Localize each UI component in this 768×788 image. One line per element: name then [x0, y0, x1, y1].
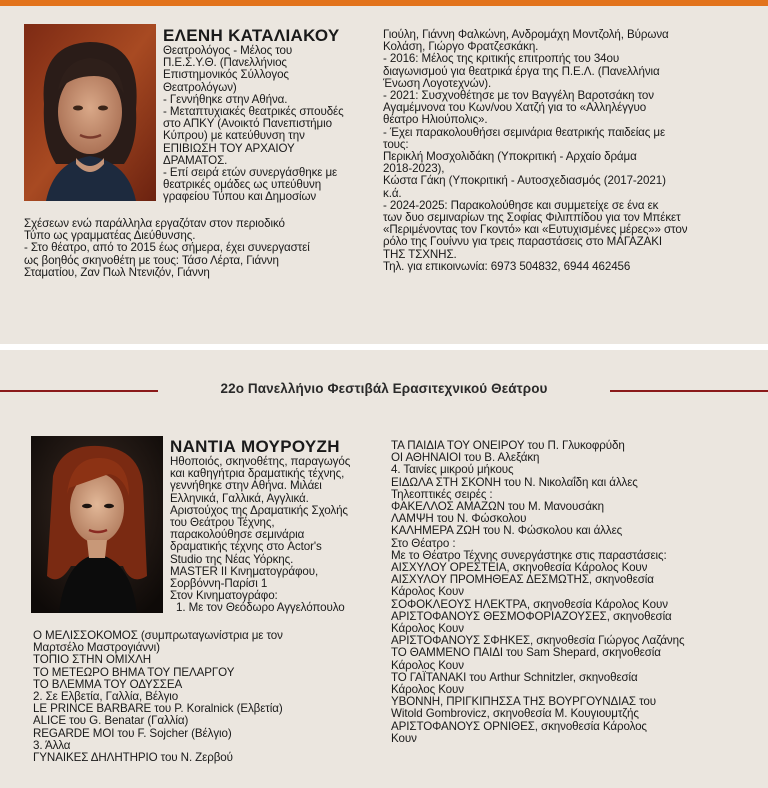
bio-line: ΥΒΟΝΝΗ, ΠΡΙΓΚΙΠΗΣΣΑ ΤΗΣ ΒΟΥΡΓΟΥΝΔΙΑΣ του	[391, 695, 657, 709]
bio-line: 2. Σε Ελβετία, Γαλλία, Βέλγιο	[33, 690, 179, 704]
bio-line: Αγαμέμνονα του Κων/νου Χατζή για το «Αλληλέγγυο	[383, 101, 647, 115]
eleni-bio-bottom	[24, 218, 310, 279]
bio-line: Τύπο ως γραμματέας Διεύθυνσης.	[24, 229, 196, 243]
bio-line: Ο ΜΕΛΙΣΣΟΚΟΜΟΣ (συμπρωταγωνίστρια με τον	[33, 629, 283, 642]
bio-line: Ηθοποιός, σκηνοθέτης, παραγωγός	[170, 455, 351, 468]
bio-line: ΤΗΣ ΤΣΧΝΗΣ.	[383, 247, 457, 261]
bio-line: Τηλεοπτικές σειρές :	[391, 487, 493, 501]
bio-line: ΤΟ ΜΕΤΕΩΡΟ ΒΗΜΑ ΤΟΥ ΠΕΛΑΡΓΟΥ	[33, 665, 235, 679]
bio-line: - 2016: Μέλος της κριτικής επιτροπής του 34ου	[383, 52, 620, 66]
bio-line: ΤΑ ΠΑΙΔΙΑ ΤΟΥ ΟΝΕΙΡΟΥ του Π. Γλυκοφρύδη	[391, 439, 625, 452]
bio-line: Ελληνικά, Γαλλικά, Αγγλικά.	[170, 491, 309, 505]
bio-line: ALICE του G. Benatar (Γαλλία)	[33, 714, 189, 728]
bio-line: Κάρολος Κουν	[391, 622, 464, 636]
nantia-portrait-photo	[31, 436, 163, 613]
bio-line: ΣΟΦΟΚΛΕΟΥΣ ΗΛΕΚΤΡΑ, σκηνοθεσία Κάρολος Κουν	[391, 597, 668, 611]
eleni-bio-column2	[383, 29, 687, 273]
bio-line: Σταματίου, Ζαν Πωλ Ντενιζόν, Γιάννη	[24, 265, 210, 279]
bio-line: ρόλο της Γουίννυ για τρεις παραστάσεις στο ΜΑΓΑΖΑΚΙ	[383, 235, 663, 249]
bio-line: Επιστημονικός Σύλλογος	[163, 68, 289, 82]
bio-line: Θεατρολόγων)	[163, 80, 237, 94]
bio-line: ΓΥΝΑΙΚΕΣ ΔΗΛΗΤΗΡΙΟ του Ν. Ζερβού	[33, 751, 233, 765]
festival-title: 22ο Πανελλήνιο Φεστιβάλ Ερασιτεχνικού Θεάτρου	[220, 381, 548, 396]
bio-line: ΤΟΠΙΟ ΣΤΗΝ ΟΜΙΧΛΗ	[33, 653, 151, 667]
eleni-name: ΕΛΕΝΗ ΚΑΤΑΛΙΑΚΟΥ	[163, 26, 340, 45]
bio-line: ΑΙΣΧΥΛΟΥ ΠΡΟΜΗΘΕΑΣ ΔΕΣΜΩΤΗΣ, σκηνοθεσία	[391, 573, 654, 587]
bio-line: 1. Με τον Θεόδωρο Αγγελόπουλο	[176, 601, 345, 615]
bio-line: και καθηγήτρια δραματικής τέχνης,	[170, 467, 345, 481]
bio-line: Witold Gombrovicz, σκηνοθεσία Μ. Κουγιουμτζής	[391, 707, 639, 721]
bio-line: Studio της Νέας Υόρκης.	[170, 552, 294, 566]
bio-line: Σορβόννη-Παρίσι 1	[170, 577, 268, 591]
bio-line: Κουν	[391, 731, 417, 745]
bio-line: Γιούλη, Γιάννη Φαλκώνη, Ανδρομάχη Μοντζολή, Βύρωνα	[383, 28, 669, 41]
bio-line: δραματικής τέχνης στο Actor's	[170, 540, 322, 554]
bio-line: ΕΠΙΒΙΩΣΗ ΤΟΥ ΑΡΧΑΙΟΥ	[163, 141, 295, 155]
bio-line: Στο Θέατρο :	[391, 536, 456, 550]
bio-line: Κύπρου) με κατεύθυνση την	[163, 129, 305, 143]
bio-line: Θεατρολόγος - Μέλος του	[163, 44, 293, 57]
bio-line: στο ΑΠΚΥ (Ανοικτό Πανεπιστήμιο	[163, 117, 332, 131]
bio-line: Ένωση Λογοτεχνών).	[383, 76, 492, 90]
bio-line: Κολάση, Γιώργο Φρατζεσκάκη.	[383, 40, 539, 54]
bio-line: Αριστούχος της Δραματικής Σχολής	[170, 503, 348, 517]
bio-line: ΛΑΜΨΗ του Ν. Φώσκολου	[391, 512, 527, 526]
bio-line: κ.ά.	[383, 186, 402, 200]
bio-line: ΤΟ ΓΑΪΤΑΝΑΚΙ του Arthur Schnitzler, σκηνοθεσία	[391, 670, 638, 684]
bio-line: - 2024-2025: Παρακολούθησε και συμμετείχε σε ένα εκ	[383, 198, 659, 212]
bio-line: «Περιμένοντας τον Γκοντό» και «Ευτυχισμένες μέρες»» στον	[383, 223, 688, 237]
bio-line: ΑΡΙΣΤΟΦΑΝΟΥΣ ΟΡΝΙΘΕΣ, σκηνοθεσία Κάρολος	[391, 719, 647, 733]
bio-line: - Γεννήθηκε στην Αθήνα.	[163, 92, 288, 106]
nantia-bio-top	[170, 438, 350, 615]
bio-line: ΔΡΑΜΑΤΟΣ.	[163, 153, 228, 167]
nantia-bio-bottom	[33, 630, 283, 764]
bio-line: ΚΑΛΗΜΕΡΑ ΖΩΗ του Ν. Φώσκολου και άλλες	[391, 524, 623, 538]
nantia-bio-column2	[391, 440, 684, 745]
bio-line: του Θεάτρου Τέχνης,	[170, 516, 275, 530]
bio-line: Κάρολος Κουν	[391, 658, 464, 672]
bio-line: - Μεταπτυχιακές θεατρικές σπουδές	[163, 105, 344, 119]
bio-line: 2018-2023),	[383, 162, 445, 176]
bio-line: Μαρτσέλο Μαστρογιάννι)	[33, 641, 160, 655]
bio-line: 4. Ταινίες μικρού μήκους	[391, 463, 514, 477]
bio-line: Στον Κινηματογράφο:	[170, 589, 278, 603]
bio-line: θεατρικές ομάδες ως υπεύθυνη	[163, 178, 322, 192]
bio-line: ΕΙΔΩΛΑ ΣΤΗ ΣΚΟΝΗ του Ν. Νικολαΐδη και άλλες	[391, 475, 638, 489]
bio-line: - Επί σειρά ετών συνεργάσθηκε με	[163, 166, 338, 180]
festival-header	[0, 380, 768, 400]
bio-line: MASTER ΙΙ Κινηματογράφου,	[170, 564, 319, 578]
bio-line: Τηλ. για επικοινωνία: 6973 504832, 6944 462456	[383, 259, 631, 273]
festival-rule-right	[610, 390, 768, 392]
bio-line: θέατρο Ηλιούπολις».	[383, 113, 488, 127]
bio-line: διαγωνισμού για θεατρικά έργα της Π.Ε.Λ. (Πανελλήνια	[383, 64, 660, 78]
bio-line: 3. Άλλα	[33, 738, 71, 752]
nantia-name: ΝΑΝΤΙΑ ΜΟΥΡΟΥΖΗ	[170, 437, 340, 456]
bio-line: LE PRINCE BARBARE του P. Koralnick (Ελβετία)	[33, 702, 283, 716]
bio-line: των δυο σεμιναρίων της Σοφίας Φιλιππίδου για τον Μπέκετ	[383, 211, 681, 225]
bio-line: ΤΟ ΒΛΕΜΜΑ ΤΟΥ ΟΔΥΣΣΕΑ	[33, 677, 183, 691]
bio-line: γραφείου Τύπου και Δημοσίων	[163, 190, 317, 204]
bio-line: Περικλή Μοσχολιδάκη (Υποκριτική - Αρχαίο δράμα	[383, 150, 637, 164]
eleni-bio-top	[163, 27, 344, 204]
bio-line: ΑΙΣΧΥΛΟΥ ΟΡΕΣΤΕΙΑ, σκηνοθεσία Κάρολος Κουν	[391, 561, 648, 575]
bio-line: Π.Ε.Σ.Υ.Θ. (Πανελλήνιος	[163, 56, 287, 70]
bio-line: Σχέσεων ενώ παράλληλα εργαζόταν στον περιοδικό	[24, 217, 285, 230]
bio-line: ΦΑΚΕΛΛΟΣ ΑΜΑΖΩΝ του Μ. Μανουσάκη	[391, 500, 604, 514]
bio-line: τους:	[383, 137, 409, 151]
bio-line: Κάρολος Κουν	[391, 683, 464, 697]
bio-line: Κώστα Γάκη (Υποκριτική - Αυτοσχεδιασμός (2017-2021)	[383, 174, 666, 188]
bio-line: - 2021: Συσχνοθέτησε με τον Βαγγέλη Βαροτσάκη τον	[383, 89, 654, 103]
bio-line: ΤΟ ΘΑΜΜΕΝΟ ΠΑΙΔΙ του Sam Shepard, σκηνοθεσία	[391, 646, 661, 660]
eleni-portrait-photo	[24, 24, 156, 201]
bio-line: παρακολούθησε σεμινάρια	[170, 528, 305, 542]
bio-line: - Στο θέατρο, από το 2015 έως σήμερα, έχει συνεργαστεί	[24, 241, 310, 255]
bio-line: ΑΡΙΣΤΟΦΑΝΟΥΣ ΣΦΗΚΕΣ, σκηνοθεσία Γιώργος Λαζάνης	[391, 634, 685, 648]
bio-line: ως βοηθός σκηνοθέτη με τους: Τάσο Λέρτα, Γιάννη	[24, 253, 279, 267]
bio-line: Κάρολος Κουν	[391, 585, 464, 599]
bio-line: REGARDE MOI του F. Sojcher (Βέλγιο)	[33, 726, 232, 740]
bio-line: γεννήθηκε στην Αθήνα. Μιλάει	[170, 479, 322, 493]
bio-line: Με το Θέατρο Τέχνης συνεργάστηκε στις παραστάσεις:	[391, 548, 667, 562]
bio-line: - Έχει παρακολουθήσει σεμινάρια θεατρικής παιδείας με	[383, 125, 666, 139]
bio-line: ΑΡΙΣΤΟΦΑΝΟΥΣ ΘΕΣΜΟΦΟΡΙΑΖΟΥΣΕΣ, σκηνοθεσία	[391, 609, 672, 623]
bio-line: ΟΙ ΑΘΗΝΑΙΟΙ του Β. Αλεξάκη	[391, 451, 540, 465]
festival-rule-left	[0, 390, 158, 392]
